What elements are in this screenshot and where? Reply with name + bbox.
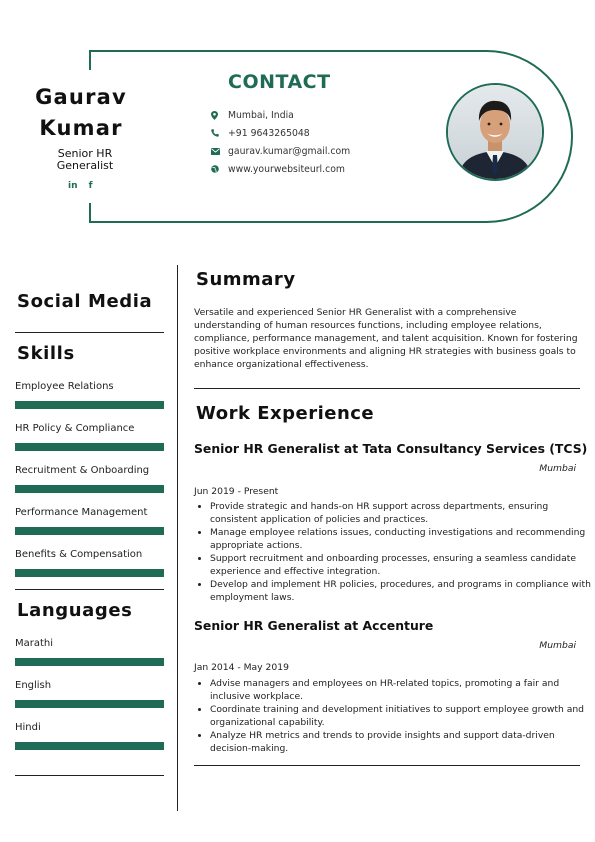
job-bullet: • Manage employee relations issues, conducting investigations and recommending appropriate actions. [210, 526, 595, 552]
phone-icon [211, 129, 228, 137]
skill-label: Recruitment & Onboarding [15, 465, 150, 476]
languages-heading: Languages [17, 600, 133, 621]
candidate-name [20, 82, 142, 144]
job-bullets [194, 500, 595, 604]
skill-label: Benefits & Compensation [15, 549, 143, 560]
language-label: Marathi [15, 638, 54, 649]
contact-email [211, 142, 350, 160]
skill-bar [15, 443, 164, 451]
header-frame-tick [89, 203, 91, 223]
skill-label: Employee Relations [15, 381, 114, 392]
job-dates: Jan 2014 - May 2019 [194, 662, 289, 673]
section-divider [15, 332, 164, 333]
social-media-heading: Social Media [17, 291, 153, 312]
profile-photo [446, 83, 544, 181]
job-bullet: • Develop and implement HR policies, procedures, and programs in compliance with employment laws. [210, 578, 595, 604]
contact-location [211, 106, 350, 124]
section-divider [15, 589, 164, 590]
header-frame-tick [89, 50, 91, 70]
column-divider [177, 265, 178, 811]
envelope-icon [211, 148, 228, 155]
job-location: Mumbai [539, 640, 576, 651]
linkedin-icon[interactable]: in [68, 181, 78, 191]
job-bullet: • Provide strategic and hands-on HR support across departments, ensuring consistent application of policies and practices. [210, 500, 595, 526]
language-label: Hindi [15, 722, 41, 733]
contact-phone [211, 124, 350, 142]
section-divider [15, 775, 164, 776]
language-bar [15, 742, 164, 750]
contact-heading: CONTACT [228, 71, 331, 93]
contact-website-text[interactable]: www.yourwebsiteurl.com [228, 163, 345, 175]
job-title: Senior HR Generalist at Tata Consultancy Services (TCS) [194, 441, 588, 456]
skill-bar [15, 569, 164, 577]
job-bullet: • Support recruitment and onboarding processes, ensuring a seamless candidate experience and effective integration. [210, 552, 595, 578]
skill-label: HR Policy & Compliance [15, 423, 135, 434]
job-bullets [194, 677, 595, 755]
globe-icon [211, 165, 228, 173]
summary-heading: Summary [196, 269, 296, 290]
name-first: Gaurav [35, 85, 127, 109]
job-location: Mumbai [539, 463, 576, 474]
skill-label: Performance Management [15, 507, 148, 518]
facebook-icon[interactable]: f [88, 181, 93, 191]
location-pin-icon [211, 111, 228, 120]
language-label: English [15, 680, 52, 691]
profile-photo-illustration [448, 85, 542, 179]
contact-location-text: Mumbai, India [228, 109, 294, 121]
section-divider [194, 765, 580, 766]
section-divider [194, 388, 580, 389]
candidate-title: Senior HR Generalist [56, 147, 114, 172]
job-bullet: • Coordinate training and development initiatives to support employee growth and organizational capability. [210, 703, 595, 729]
skill-bar [15, 401, 164, 409]
contact-email-text[interactable]: gaurav.kumar@gmail.com [228, 145, 351, 157]
job-title: Senior HR Generalist at Accenture [194, 618, 434, 633]
work-experience-heading: Work Experience [196, 403, 375, 424]
name-last: Kumar [39, 116, 123, 140]
job-bullet: • Analyze HR metrics and trends to provide insights and support data-driven decision-making. [210, 729, 595, 755]
contact-list [211, 106, 350, 178]
contact-website [211, 160, 350, 178]
language-bar [15, 658, 164, 666]
skill-bar [15, 527, 164, 535]
job-dates: Jun 2019 - Present [194, 486, 279, 497]
summary-text: Versatile and experienced Senior HR Generalist with a comprehensive understanding of human resources functions, including employee relations, compliance, performance management, and talent acquisition. Known for fostering positive workplace environments and aligning HR strategies with business goals to enhance organizational effectiveness. [194, 307, 578, 370]
skills-heading: Skills [17, 343, 75, 364]
social-icons [68, 181, 101, 191]
language-bar [15, 700, 164, 708]
job-bullet: • Advise managers and employees on HR-related topics, promoting a fair and inclusive workplace. [210, 677, 595, 703]
contact-phone-text: +91 9643265048 [228, 127, 310, 139]
skill-bar [15, 485, 164, 493]
